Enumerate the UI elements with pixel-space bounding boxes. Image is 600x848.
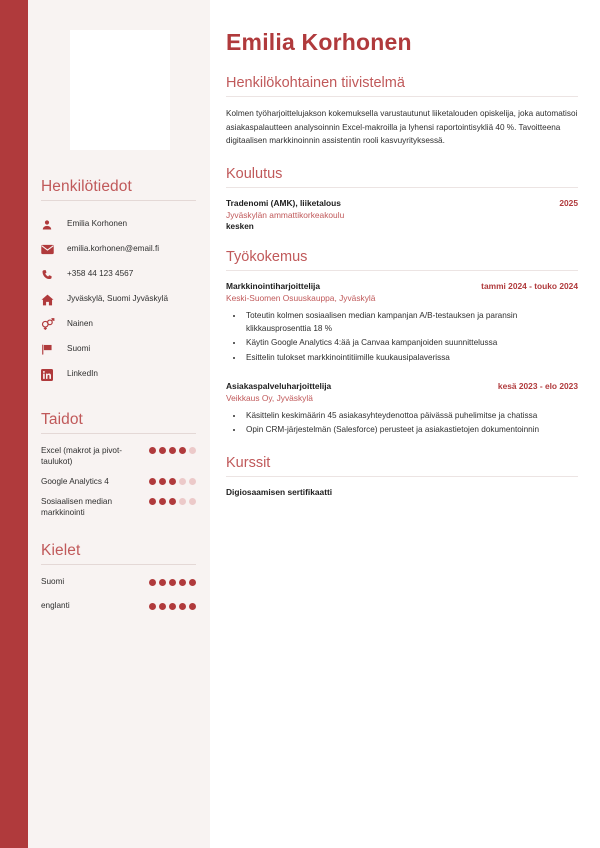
entry-bullet: • Esittelin tulokset markkinointitiimille kuukausipalaverissa [244, 352, 578, 365]
language-name: englanti [41, 601, 70, 611]
languages-list [38, 576, 198, 611]
contact-row-location[interactable] [41, 287, 198, 312]
resume-entry [226, 281, 578, 365]
resume-entry [226, 487, 578, 497]
entry-title: Markkinointiharjoittelija [226, 280, 321, 291]
left-accent-stripe [0, 0, 28, 848]
phone-icon [41, 269, 63, 281]
rating-dot [149, 603, 156, 610]
contact-gender-text: Nainen [67, 319, 93, 329]
rating-dot [159, 447, 166, 454]
entry-bullet: • Toteutin kolmen sosiaalisen median kampanjan A/B-testauksen ja paransin klikkausprosenttia 18 % [244, 310, 578, 335]
section-experience [226, 249, 578, 437]
section-heading-education: Koulutus [226, 165, 283, 182]
section-heading-summary: Henkilökohtainen tiivistelmä [226, 75, 405, 92]
resume-entry [226, 381, 578, 437]
rating-dot [149, 498, 156, 505]
skill-rating-dots [149, 476, 196, 485]
page-title: Emilia Korhonen [226, 29, 412, 55]
sidebar-section-skills [38, 411, 198, 518]
rating-dot [189, 579, 196, 586]
divider [226, 270, 578, 271]
rating-dot [169, 579, 176, 586]
contact-row-gender[interactable] [41, 312, 198, 337]
sidebar-section-personal [38, 178, 198, 387]
rating-dot [159, 498, 166, 505]
entry-header [226, 198, 578, 208]
rating-dot [149, 447, 156, 454]
main-content [210, 0, 600, 848]
language-name: Suomi [41, 577, 65, 587]
skill-name: Sosiaalisen median markkinointi [41, 497, 113, 518]
person-icon [41, 219, 63, 231]
contact-linkedin-text: LinkedIn [67, 369, 98, 379]
contact-row-linkedin[interactable] [41, 362, 198, 387]
contact-nationality-text: Suomi [67, 344, 91, 354]
rating-dot [149, 478, 156, 485]
rating-dot [179, 447, 186, 454]
gender-icon [41, 318, 63, 331]
rating-dot [179, 498, 186, 505]
contact-phone-text: +358 44 123 4567 [67, 269, 134, 279]
profile-photo-placeholder[interactable] [70, 30, 170, 150]
entry-bullet-list [244, 410, 578, 437]
rating-dot [179, 478, 186, 485]
contact-email-text: emilia.korhonen@email.fi [67, 244, 160, 254]
section-courses [226, 455, 578, 497]
contact-location-text: Jyväskylä, Suomi Jyväskylä [67, 294, 169, 304]
language-row [41, 600, 196, 611]
entry-date: 2025 [559, 197, 578, 208]
sidebar [28, 0, 210, 848]
section-heading-courses: Kurssit [226, 455, 271, 472]
sidebar-section-languages [38, 542, 198, 611]
rating-dot [159, 478, 166, 485]
rating-dot [189, 478, 196, 485]
entry-header [226, 381, 578, 391]
entry-bullet-list [244, 310, 578, 365]
contact-row-nationality[interactable] [41, 337, 198, 362]
sidebar-heading-languages: Kielet [41, 542, 81, 560]
contact-row-name[interactable] [41, 212, 198, 237]
sidebar-heading-skills: Taidot [41, 411, 83, 428]
sidebar-heading-personal: Henkilötiedot [41, 178, 132, 195]
entry-bullet: • Käsittelin keskimäärin 45 asiakasyhteydenottoa päivässä puhelimitse ja chatissa [244, 410, 578, 423]
entry-title: Tradenomi (AMK), liiketalous [226, 197, 341, 208]
entry-organization: Jyväskylän ammattikorkeakoulu [226, 209, 345, 220]
contact-row-phone[interactable] [41, 262, 198, 287]
entry-header [226, 487, 578, 497]
rating-dot [159, 603, 166, 610]
linkedin-icon [41, 369, 63, 381]
entry-organization: Keski-Suomen Osuuskauppa, Jyväskylä [226, 292, 376, 303]
skill-rating-dots [149, 496, 196, 505]
entry-date: kesä 2023 - elo 2023 [497, 380, 578, 391]
rating-dot [169, 447, 176, 454]
rating-dot [169, 603, 176, 610]
skill-name: Google Analytics 4 [41, 477, 109, 487]
entry-bullet: • Opin CRM-järjestelmän (Salesforce) perusteet ja asiakastietojen dokumentoinnin [244, 424, 578, 437]
skill-row [41, 445, 196, 467]
entry-header [226, 281, 578, 291]
rating-dot [169, 498, 176, 505]
rating-dot [189, 498, 196, 505]
language-row [41, 576, 196, 587]
divider [226, 476, 578, 477]
language-rating-dots [149, 577, 196, 586]
rating-dot [179, 579, 186, 586]
education-entries [226, 198, 578, 231]
skill-name: Excel (makrot ja pivot-taulukot) [41, 446, 122, 467]
entry-organization: Veikkaus Oy, Jyväskylä [226, 392, 313, 403]
envelope-icon [41, 244, 63, 255]
flag-icon [41, 343, 63, 356]
divider [41, 564, 196, 565]
contact-name-text: Emilia Korhonen [67, 219, 128, 229]
rating-dot [189, 603, 196, 610]
section-heading-experience: Työkokemus [226, 248, 308, 265]
skills-list [38, 445, 198, 518]
home-icon [41, 294, 63, 306]
entry-bullet: • Käytin Google Analytics 4:ää ja Canvaa kampanjoiden suunnittelussa [244, 337, 578, 350]
course-entries [226, 487, 578, 497]
section-education [226, 166, 578, 231]
section-summary [226, 75, 578, 148]
rating-dot [189, 447, 196, 454]
experience-entries [226, 281, 578, 437]
skill-row [41, 476, 196, 487]
entry-title: Digiosaamisen sertifikaatti [226, 487, 333, 498]
rating-dot [179, 603, 186, 610]
skill-rating-dots [149, 445, 196, 454]
divider [41, 433, 196, 434]
divider [226, 96, 578, 97]
rating-dot [149, 579, 156, 586]
rating-dot [169, 478, 176, 485]
divider [41, 200, 196, 201]
rating-dot [159, 579, 166, 586]
summary-text: Kolmen työharjoittelujakson kokemuksella varustautunut liiketalouden opiskelija, joka automatisoi asiakaspalautteen analysoinnin Excel-makroilla ja lyhensi raportointisykliä 40 %. Tavoitteena digitaalisen markkinoinnin assistentin rooli kasvuyrityksessä. [226, 109, 578, 146]
contact-row-email[interactable] [41, 237, 198, 262]
entry-date: tammi 2024 - touko 2024 [481, 280, 578, 291]
language-rating-dots [149, 601, 196, 610]
resume-entry [226, 198, 578, 231]
entry-title: Asiakaspalveluharjoittelija [226, 380, 332, 391]
divider [226, 187, 578, 188]
entry-status-note: kesken [226, 221, 254, 231]
skill-row [41, 496, 196, 518]
